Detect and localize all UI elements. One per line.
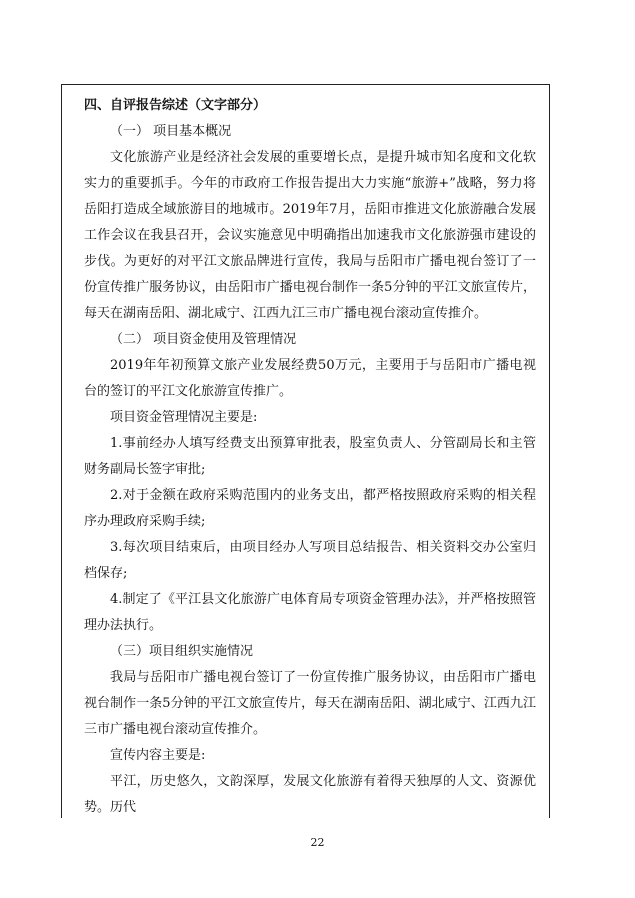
paragraph-budget: 2019年年初预算文旅产业发展经费50万元，主要用于与岳阳市广播电视台的签订的平江文化旅游宣传推广。 [84,358,536,399]
subsection-title-overview: （一） 项目基本概况 [110,124,232,139]
subsection-title-implementation: （三）项目组织实施情况 [110,644,254,659]
paragraph-implementation: 我局与岳阳市广播电视台签订了一份宣传推广服务协议，由岳阳市广播电视台制作一条5分钟的平江文旅宣传片，每天在湖南岳阳、湖北咸宁、江西九江三市广播电视台滚动宣传推介。 [84,670,536,737]
report-frame [61,84,550,818]
list-item-approval: 1.事前经办人填写经费支出预算审批表，股室负责人、分管副局长和主管财务副局长签字审批; [84,436,536,477]
subsection-title-funds: （二） 项目资金使用及管理情况 [110,332,297,347]
section-title: 四、自评报告综述（文字部分） [84,98,267,113]
list-item-regulations: 4.制定了《平江县文化旅游广电体育局专项资金管理办法》，并严格按照管理办法执行。 [84,592,536,633]
paragraph-promo-content: 平江，历史悠久，文韵深厚，发展文化旅游有着得天独厚的人文、资源优势。历代 [84,774,536,815]
list-item-procurement: 2.对于金额在政府采购范围内的业务支出，都严格按照政府采购的相关程序办理政府采购手续; [84,488,536,529]
paragraph-fund-management-intro: 项目资金管理情况主要是: [110,410,258,425]
report-content [84,93,536,818]
paragraph-promo-intro: 宣传内容主要是: [110,748,206,763]
list-item-archiving: 3.每次项目结束后，由项目经办人写项目总结报告、相关资料交办公室归档保存; [84,540,536,581]
paragraph-overview: 文化旅游产业是经济社会发展的重要增长点，是提升城市知名度和文化软实力的重要抓手。今年的市政府工作报告提出大力实施“旅游+”战略，努力将岳阳打造成全域旅游目的地城市。2019年7月，岳阳市推进文化旅游融合发展工作会议在我县召开，会议实施意见中明确指出加速我市文化旅游强市建设的步伐。为更好的对平江文旅品牌进行宣传，我局与岳阳市广播电视台签订了一份宣传推广服务协议，由岳阳市广播电视台制作一条5分钟的平江文旅宣传片，每天在湖南岳阳、湖北咸宁、江西九江三市广播电视台滚动宣传推介。 [84,150,536,321]
page-number: 22 [310,836,325,849]
